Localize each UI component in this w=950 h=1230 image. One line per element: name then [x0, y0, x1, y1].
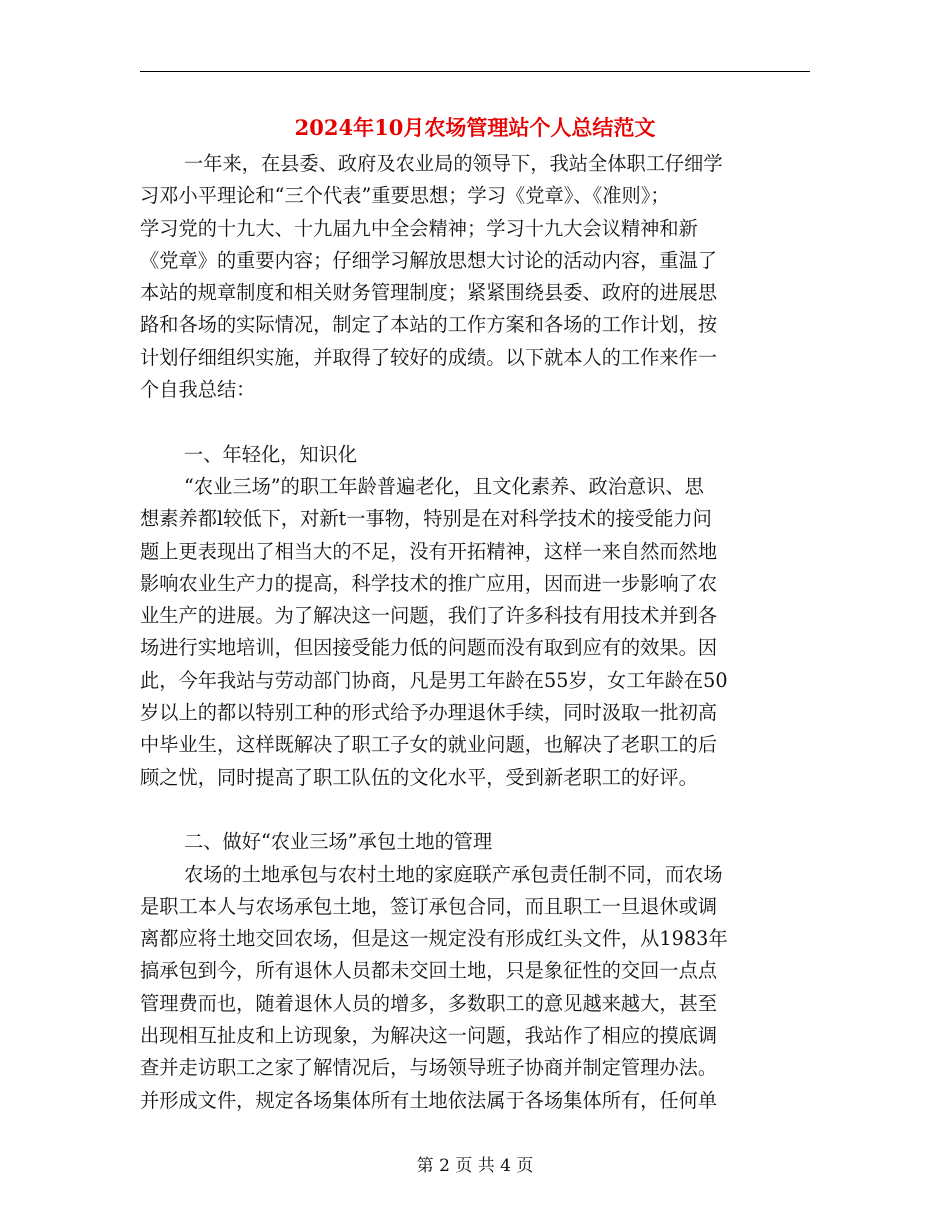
paragraph-line: 查并走访职工之家了解情况后，与场领导班子协商并制定管理办法。 [140, 1056, 718, 1080]
blank-line [140, 406, 812, 438]
paragraph-line: 是职工本人与农场承包土地，签订承包合同，而且职工一旦退休或调 [140, 894, 718, 918]
paragraph-line: 想素养都l较低下，对新t一事物，特别是在对科学技术的接受能力问 [140, 507, 712, 531]
document-body [140, 148, 812, 1117]
paragraph-line: 中毕业生，这样既解决了职工子女的就业问题，也解决了老职工的后 [140, 733, 718, 757]
paragraph-line: 习邓小平理论和“三个代表”重要思想；学习《党章》、《准则》； [140, 184, 670, 208]
paragraph-line: 计划仔细组织实施，并取得了较好的成绩。以下就本人的工作来作一 [140, 345, 718, 369]
paragraph-line: 搞承包到今，所有退休人员都未交回土地，只是象征性的交回一点点 [140, 959, 718, 983]
blank-line [140, 794, 812, 826]
paragraph-line: 业生产的进展。为了解决这一问题，我们了许多科技有用技术并到各 [140, 604, 718, 628]
paragraph-line: 学习党的十九大、十九届九中全会精神；学习十九大会议精神和新 [140, 216, 698, 240]
paragraph-line: 管理费而也，随着退休人员的增多，多数职工的意见越来越大，甚至 [140, 991, 718, 1015]
paragraph-line: 场进行实地培训，但因接受能力低的问题而没有取到应有的效果。因 [140, 636, 718, 660]
paragraph-line: 本站的规章制度和相关财务管理制度；紧紧围绕县委、政府的进展思 [140, 281, 718, 305]
paragraph-line: 岁以上的都以特别工种的形式给予办理退休手续，同时汲取一批初高 [140, 701, 718, 725]
paragraph-line: 出现相互扯皮和上访现象，为解决这一问题，我站作了相应的摸底调 [140, 1024, 718, 1048]
paragraph-line: 离都应将土地交回农场，但是这一规定没有形成红头文件，从1983年 [140, 927, 728, 951]
paragraph-line: 影响农业生产力的提高，科学技术的推广应用，因而进一步影响了农 [140, 571, 718, 595]
paragraph-line: 农场的土地承包与农村土地的家庭联产承包责任制不同，而农场 [184, 862, 723, 886]
paragraph-line: 一年来，在县委、政府及农业局的领导下，我站全体职工仔细学 [184, 152, 723, 175]
document-title: 2024年10月农场管理站个人总结范文 [294, 115, 656, 140]
paragraph-line: 《党章》的重要内容；仔细学习解放思想大讨论的活动内容，重温了 [140, 248, 718, 272]
section-heading: 二、做好“农业三场”承包土地的管理 [184, 830, 493, 854]
paragraph-line: 题上更表现出了相当大的不足，没有开拓精神，这样一来自然而然地 [140, 539, 718, 563]
paragraph-line: 个自我总结： [140, 378, 256, 402]
paragraph-line: 并形成文件，规定各场集体所有土地依法属于各场集体所有，任何单 [140, 1088, 718, 1112]
paragraph-line: 顾之忧，同时提高了职工队伍的文化水平，受到新老职工的好评。 [140, 765, 698, 789]
paragraph-line: 此，今年我站与劳动部门协商，凡是男工年龄在55岁，女工年龄在50 [140, 668, 728, 692]
paragraph-line: 路和各场的实际情况，制定了本站的工作方案和各场的工作计划，按 [140, 313, 718, 337]
section-heading: 一、年轻化，知识化 [184, 442, 358, 466]
page-footer: 第 2 页 共 4 页 [416, 1156, 534, 1176]
header-rule [140, 71, 810, 72]
paragraph-line: “农业三场”的职工年龄普遍老化，且文化素养、政治意识、思 [184, 474, 704, 498]
